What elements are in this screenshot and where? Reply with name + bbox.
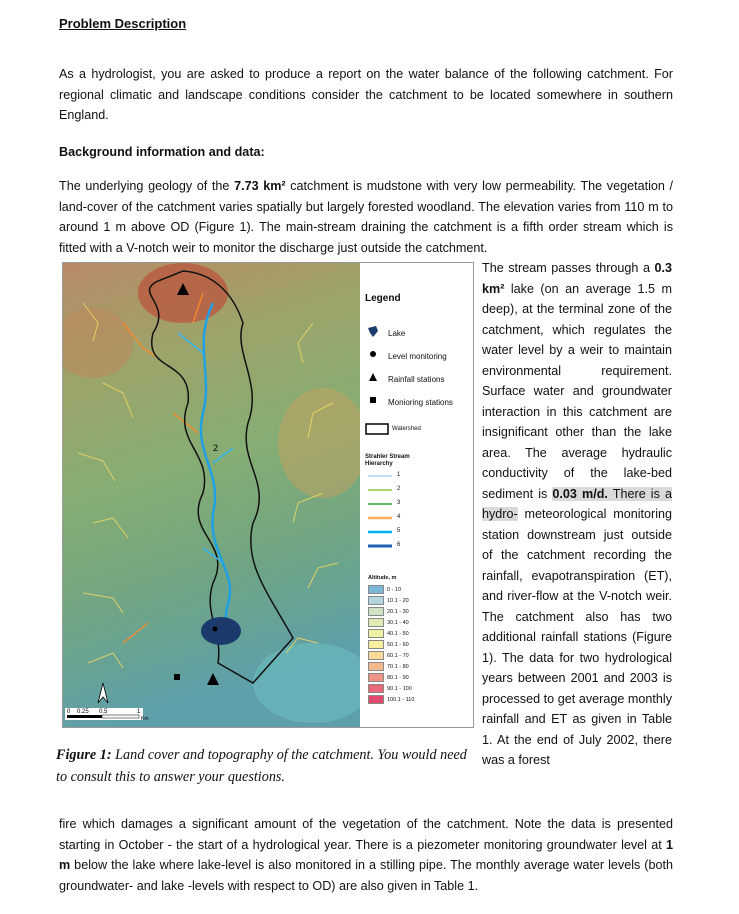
monitoring-station [174,674,180,680]
altitude-label: 50.1 - 60 [387,641,409,648]
altitude-swatch [368,629,384,638]
level-monitoring-point [213,627,218,632]
altitude-swatch [368,651,384,660]
altitude-class [368,596,409,605]
altitude-swatch [368,662,384,671]
figure-caption: Figure 1: Land cover and topography of the catchment. You would need to consult this to answer your questions. [56,747,467,785]
lake [201,617,241,645]
strahler-order-6: 6 [397,542,401,548]
altitude-label: 80.1 - 90 [387,674,409,681]
level-monitoring-icon [368,349,378,359]
scale-label-05: 0.5 [99,709,108,715]
altitude-label: 70.1 - 80 [387,663,409,670]
altitude-class [368,585,401,594]
legend-strahler: Strahler Stream Hierarchy [365,454,410,467]
altitude-swatch [368,585,384,594]
scale-label-1: 1 [137,709,141,715]
strahler-order-5: 5 [397,528,401,534]
scale-label-km: Km [141,716,149,722]
scale-bar-segment-2 [102,715,139,718]
legend-rain: Rainfall stations [388,375,445,384]
fire-paragraph: fire which damages a significant amount of the vegetation of the catchment. Note the data is presented starting in October - the start of a hydrological year. There is a piezometer monitoring groundwater level at 1 m below the lake where lake-level is also monitored in a stilling pipe. The monthly average water levels (both groundwater- and lake -levels with respect to OD) are also given in Table 1. [59,817,673,893]
strahler-order-2: 2 [397,486,401,492]
page-title: Problem Description [59,16,187,31]
scale-label-0: 0 [67,709,71,715]
altitude-label: 100.1 - 110 [387,696,415,703]
altitude-title: Altitude, m [368,575,397,581]
altitude-label: 10.1 - 20 [387,597,409,604]
altitude-swatch [368,607,384,616]
altitude-label: 40.1 - 50 [387,630,409,637]
altitude-swatch [368,618,384,627]
altitude-class [368,684,412,693]
altitude-label: 30.1 - 40 [387,619,409,626]
map-legend [360,263,473,727]
altitude-class [368,695,414,704]
intro-paragraph: As a hydrologist, you are asked to produce a report on the water balance of the following catchment. For regional climatic and landscape conditions consider the catchment to be located somewhere in southern England. [59,67,673,122]
monitoring-station-icon [368,395,378,405]
altitude-class [368,640,409,649]
scale-label-025: 0.25 [77,709,89,715]
altitude-label: 0 - 10 [387,586,402,593]
legend-monitoring: Monioring stations [388,398,453,407]
altitude-class [368,662,409,671]
lake-icon [366,325,380,339]
geology-paragraph: The underlying geology of the 7.73 km² catchment is mudstone with very low permeability. The vegetation / land-cover of the catchment varies spatially but largely forested woodland. The elevation varies from 110 m to around 1 m above OD (Figure 1). The main-stream draining the catchment is a fifth order stream which is fitted with a V-notch weir to monitor the discharge just outside the catchment. [59,179,674,255]
legend-title: Legend [365,293,401,304]
altitude-class [368,629,409,638]
altitude-class [368,618,409,627]
altitude-label: 20.1 - 30 [387,608,409,615]
altitude-swatch [368,640,384,649]
altitude-swatch [368,673,384,682]
altitude-swatch [368,695,384,704]
legend-lake: Lake [388,329,406,338]
legend-level: Level monitoring [388,352,447,361]
altitude-swatch [368,596,384,605]
altitude-swatch [368,684,384,693]
rainfall-station-icon [368,372,378,382]
stream-order-label: 2 [213,443,219,453]
altitude-label: 60.1 - 70 [387,652,409,659]
background-heading: Background information and data: [59,145,265,159]
strahler-lines [368,471,408,555]
strahler-order-1: 1 [397,472,401,478]
catchment-map [63,263,360,727]
strahler-order-3: 3 [397,500,401,506]
legend-watershed: Watershed [392,426,421,432]
catchment-figure [62,262,474,728]
side-paragraph: The stream passes through a 0.3 km² lake (on an average 1.5 m deep), at the terminal zone of the catchment, which regulates the water level by a weir to maintain environmental requirement. Surface water and groundwater interaction in this catchment are insignificant other than the lake area. The average hydraulic conductivity of the lake-bed sediment is 0.03 m/d. There is a hydro- meteorological monitoring station downstream just outside of the catchment recording the rainfall, evapotranspiration (ET), and river-flow at the V-notch weir. The catchment also has two additional rainfall stations (Figure 1). The data for two hydrological years between 2001 and 2003 is processed to get average monthly rainfall and ET as given in Table 1. At the end of July 2002, there was a forest [482,261,672,767]
altitude-class [368,673,409,682]
watershed-icon [365,423,389,435]
altitude-class [368,651,409,660]
altitude-class [368,607,409,616]
altitude-label: 90.1 - 100 [387,685,412,692]
scale-bar-segment-1 [67,715,102,718]
strahler-order-4: 4 [397,514,401,520]
